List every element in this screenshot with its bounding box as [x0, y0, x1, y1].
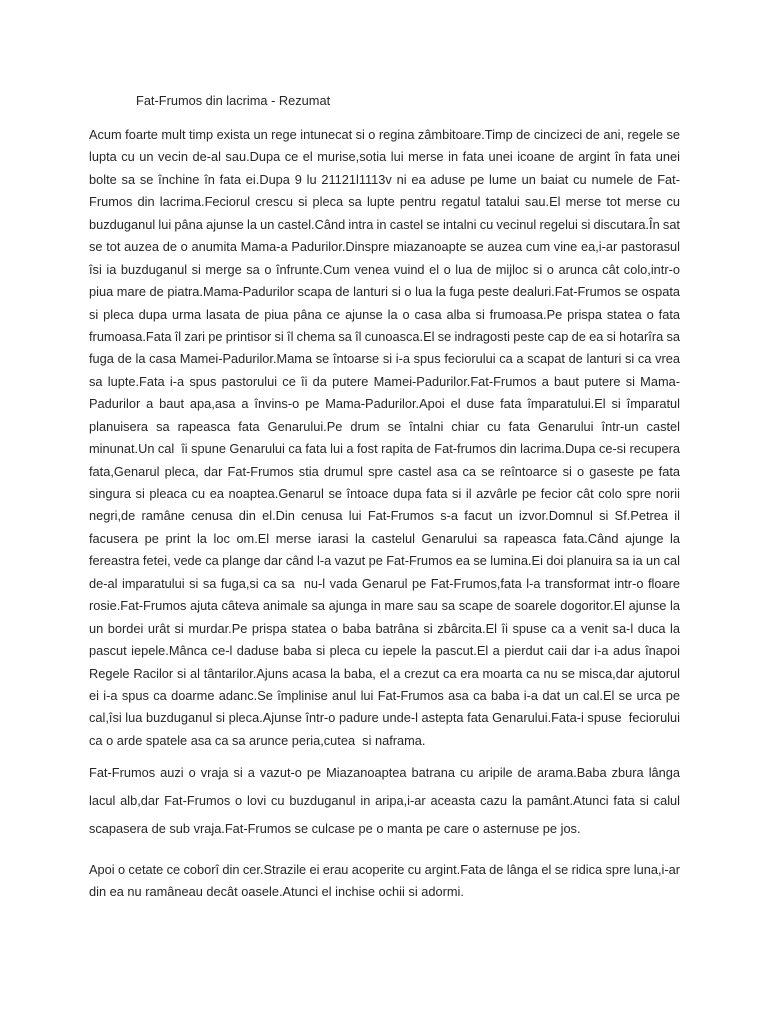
text-line-content: rosie.Fat-Frumos ajuta câteva animale sa ajunga in mare sau sa scape de soarele dogoritor.El ajunse la: [89, 598, 680, 614]
text-line: [89, 483, 680, 505]
text-line-content: de-al imparatului si sa fuga,si ca sa nu-l vada Genarul pe Fat-Frumos,fata l-a transformat intr-o floare: [89, 575, 680, 591]
text-line-content: un bordei urât si murdar.Pe prispa statea o baba batrâna si zbârcita.El îi spuse ca a venit sa-l duca la: [89, 620, 680, 636]
text-line: [89, 640, 680, 662]
text-line: [89, 393, 680, 415]
text-line: [89, 595, 680, 617]
text-line: [89, 618, 680, 640]
text-line-content: se tot auzea de o anumita Mama-a Padurilor.Dinspre miazanoapte se auzea cum vine ea,i-ar pastorasul: [89, 239, 680, 255]
text-line-content: lacul alb,dar Fat-Frumos o lovi cu buzduganul in aripa,i-ar aceasta cazu la pamânt.Atunci fata si calul: [89, 793, 680, 808]
text-line-content: Regele Racilor si al tântarilor.Ajuns acasa la baba, el a crezut ca era moarta ca nu se misca,dar ajutorul: [89, 665, 680, 681]
text-line: [89, 124, 680, 146]
text-line: [89, 663, 680, 685]
text-line-content: lupta cu un vecin de-al sau.Dupa ce el murise,sotia lui merse in fata unei icoane de argint în fata unei: [89, 149, 680, 165]
text-line-content: scapasera de sub vraja.Fat-Frumos se culcase pe o manta pe care o asternuse pe jos.: [89, 821, 581, 836]
text-line-content: facusera pe print la loc om.El merse iarasi la castelul Genarului sa rapeasca fata.Când ajunge la: [89, 530, 680, 546]
text-line-content: fata,Genarul pleca, dar Fat-Frumos stia drumul spre castel asa ca se reîntoarce si o gaseste pe fata: [89, 463, 680, 479]
text-line-content: singura si pleaca cu ea noaptea.Genarul se întoace dupa fata si il azvârle pe fecior cât colo spre norii: [89, 486, 680, 501]
text-line: [89, 146, 680, 168]
text-line-content: buzduganul lui pâna ajunse la un castel.Când intra in castel se intalni cu vecinul regelui si discutara.În sat: [89, 216, 680, 232]
paragraph-1: [89, 124, 680, 752]
text-line: [89, 326, 680, 348]
text-line: [89, 759, 680, 787]
text-line: [89, 259, 680, 281]
text-line: [89, 505, 680, 527]
text-line-content: ei i-a spus ca doarme adanc.Se împlinise anul lui Fat-Frumos asa ca baba i-a dat un cal.El se urca pe: [89, 687, 680, 703]
text-line: [89, 371, 680, 393]
text-line-content: frumoasa.Fata îl zari pe printisor si îl chema sa îl cunoasca.El se indragosti peste cap de ea si hotarîra sa: [89, 328, 680, 344]
text-line: [89, 236, 680, 258]
text-line: [89, 461, 680, 483]
text-line-content: minunat.Un cal îi spune Genarului ca fata lui a fost rapita de Fat-frumos din lacrima.Dupa ce-si recupera: [89, 441, 680, 457]
text-line-last: [89, 881, 680, 903]
text-line: [89, 438, 680, 460]
text-line: [89, 685, 680, 707]
text-line-content: si pleca dupa urma lasata de piua pâna ce ajunse la o casa alba si frumoasa.Pe prispa statea o fata: [89, 306, 680, 322]
text-line-content: Acum foarte mult timp exista un rege intunecat si o regina zâmbitoare.Timp de cincizeci de ani, regele se: [89, 127, 680, 142]
text-line: [89, 416, 680, 438]
text-line-content: îsi ia buzduganul si merge sa o înfrunte.Cum venea vuind el o lua de mijloc si o arunca cât colo,intr-o: [89, 261, 680, 277]
text-line-content: fereastra fetei, vede ca plange dar când l-a vazut pe Fat-Frumos ea se lumina.Ei doi planuira sa ia un cal: [89, 553, 680, 569]
paragraph-2: [89, 759, 680, 843]
text-line: [89, 787, 680, 815]
text-line: [89, 304, 680, 326]
document-title: Fat-Frumos din lacrima - Rezumat: [136, 93, 331, 108]
text-line: [89, 859, 680, 881]
text-line-content: Padurilor a baut apa,asa a învins-o pe Mama-Padurilor.Apoi el duse fata împaratului.El si împaratul: [89, 396, 680, 412]
text-line: [89, 550, 680, 572]
text-line-content: planuisera sa rapeasca fata Genarului.Pe drum se întalni chiar cu fata Genarului într-un castel: [89, 418, 680, 434]
text-line-content: Fat-Frumos auzi o vraja si a vazut-o pe Miazanoaptea batrana cu aripile de arama.Baba zbura lânga: [89, 765, 680, 780]
text-line: [89, 528, 680, 550]
text-line-content: Frumos din lacrima.Feciorul crescu si pleca sa lupte pentru regatul tatalui sau.El merse tot merse cu: [89, 194, 680, 210]
text-line-content: ca o arde spatele asa ca sa arunce peria,cutea si naframa.: [89, 732, 426, 748]
text-line: [89, 281, 680, 303]
text-line-content: pascut iepele.Mânca ce-l daduse baba si pleca cu iepele la pascut.El a pierdut caii dar i-a adus înapoi: [89, 643, 680, 659]
text-line: [89, 707, 680, 729]
text-line-last: [89, 730, 680, 752]
text-line-content: Apoi o cetate ce coborî din cer.Strazile ei erau acoperite cu argint.Fata de lânga el se ridica spre luna,i-ar: [89, 862, 680, 877]
text-line-content: bolte sa se închine în fata ei.Dupa 9 lu 21121l1113v ni ea aduse pe lume un baiat cu numele de Fat-: [89, 171, 680, 187]
text-line: [89, 169, 680, 191]
text-line-content: din ea nu ramâneau decât oasele.Atunci el inchise ochii si adormi.: [89, 884, 464, 899]
text-line: [89, 573, 680, 595]
text-line-content: cal,îsi lua buzduganul si pleca.Ajunse într-o padure unde-l astepta fata Genarului.Fata-i spuse feciorului: [89, 710, 680, 726]
text-line: [89, 191, 680, 213]
text-line-content: fuga de la casa Mamei-Padurilor.Mama se întoarse si i-a spus feciorului ca a scapat de lanturi si ca vrea: [89, 351, 680, 367]
text-line: [89, 214, 680, 236]
paragraph-3: [89, 859, 680, 903]
text-line-content: sa lupte.Fata i-a spus pastorului ce îi da putere Mamei-Padurilor.Fat-Frumos a baut putere si Mama-: [89, 373, 680, 389]
text-line: [89, 348, 680, 370]
text-line-content: piua mare de piatra.Mama-Padurilor scapa de lanturi si o lua la fuga peste dealuri.Fat-Frumos se ospata: [89, 284, 680, 300]
text-line-last: [89, 815, 680, 843]
text-line-content: negri,de ramâne cenusa din el.Din cenusa lui Fat-Frumos s-a facut un izvor.Domnul si Sf.Petrea il: [89, 508, 680, 524]
